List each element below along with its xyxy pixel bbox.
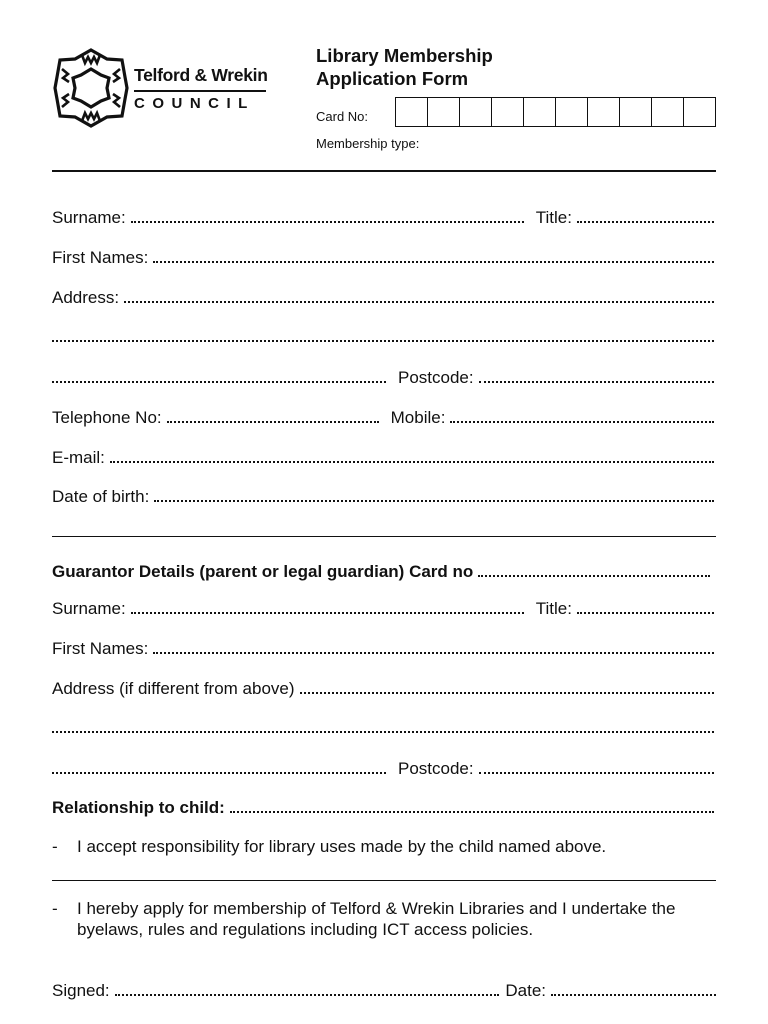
guarantor-title-field[interactable] — [577, 600, 714, 614]
guarantor-postcode-label: Postcode: — [398, 759, 474, 778]
guarantor-address-line2-row — [52, 719, 714, 741]
guarantor-heading-row — [52, 562, 710, 584]
card-no-boxes[interactable] — [395, 97, 716, 127]
applicant-title-field[interactable] — [577, 209, 714, 223]
applicant-first-names-row — [52, 248, 714, 270]
responsibility-statement — [52, 836, 716, 857]
card-no-digit-box[interactable] — [620, 98, 652, 126]
applicant-title-label: Title: — [535, 208, 572, 227]
guarantor-surname-label: Surname: — [52, 599, 126, 618]
applicant-postcode-field[interactable] — [479, 369, 714, 383]
logo-wordmark: Telford & Wrekin — [134, 65, 268, 85]
guarantor-address-line2-field[interactable] — [52, 719, 714, 733]
applicant-address-line2-field[interactable] — [52, 328, 714, 342]
date-field[interactable] — [551, 982, 716, 996]
applicant-mobile-label: Mobile: — [390, 408, 446, 427]
applicant-first-names-field[interactable] — [153, 249, 714, 263]
membership-type-label: Membership type: — [316, 136, 420, 151]
card-no-digit-box[interactable] — [428, 98, 460, 126]
guarantor-address-field[interactable] — [300, 680, 714, 694]
signature-field[interactable] — [115, 982, 500, 996]
card-no-digit-box[interactable] — [684, 98, 715, 126]
applicant-email-label: E-mail: — [52, 448, 105, 467]
applicant-postcode-row — [52, 368, 714, 390]
form-title-line2: Application Form — [316, 68, 469, 89]
relationship-row — [52, 798, 714, 820]
applicant-surname-row — [52, 208, 714, 230]
applicant-first-names-label: First Names: — [52, 248, 149, 267]
card-no-digit-box[interactable] — [652, 98, 684, 126]
form-title — [316, 44, 576, 90]
guarantor-title-label: Title: — [535, 599, 572, 618]
card-no-digit-box[interactable] — [396, 98, 428, 126]
bullet-dash: - — [52, 837, 58, 856]
logo-divider — [134, 90, 266, 92]
guarantor-address-line3-field[interactable] — [52, 760, 386, 774]
applicant-mobile-field[interactable] — [450, 409, 714, 423]
guarantor-card-no-field[interactable] — [478, 563, 710, 577]
applicant-address-line2-row — [52, 328, 714, 350]
applicant-dob-field[interactable] — [154, 488, 714, 502]
signature-row — [52, 981, 716, 1003]
applicant-email-row — [52, 448, 714, 470]
guarantor-postcode-field[interactable] — [479, 760, 714, 774]
guarantor-address-row — [52, 679, 714, 701]
applicant-postcode-label: Postcode: — [398, 368, 474, 387]
guarantor-postcode-row — [52, 759, 714, 781]
guarantor-address-label: Address (if different from above) — [52, 679, 295, 698]
card-no-digit-box[interactable] — [588, 98, 620, 126]
guarantor-surname-row — [52, 599, 714, 621]
logo-council-text: COUNCIL — [134, 95, 255, 112]
applicant-telephone-field[interactable] — [167, 409, 379, 423]
card-no-digit-box[interactable] — [492, 98, 524, 126]
guarantor-surname-field[interactable] — [131, 600, 524, 614]
applicant-address-label: Address: — [52, 288, 120, 307]
card-no-label: Card No: — [316, 109, 369, 124]
applicant-address-field[interactable] — [124, 289, 714, 303]
applicant-address-line3-field[interactable] — [52, 369, 386, 383]
relationship-field[interactable] — [230, 799, 714, 813]
guarantor-first-names-label: First Names: — [52, 639, 149, 658]
section-divider — [52, 536, 716, 537]
bullet-dash: - — [52, 899, 58, 918]
applicant-surname-label: Surname: — [52, 208, 126, 227]
card-no-digit-box[interactable] — [556, 98, 588, 126]
council-logo — [52, 47, 272, 129]
guarantor-first-names-field[interactable] — [153, 640, 714, 654]
signed-label: Signed: — [52, 981, 110, 1000]
date-label: Date: — [505, 981, 546, 1000]
applicant-email-field[interactable] — [110, 449, 714, 463]
card-no-digit-box[interactable] — [460, 98, 492, 126]
declaration-statement — [52, 898, 716, 940]
applicant-dob-row — [52, 487, 714, 509]
applicant-telephone-label: Telephone No: — [52, 408, 162, 427]
applicant-telephone-row — [52, 408, 714, 430]
applicant-address-row — [52, 288, 714, 310]
header-divider — [52, 170, 716, 172]
relationship-label: Relationship to child: — [52, 798, 225, 817]
guarantor-first-names-row — [52, 639, 714, 661]
declaration-divider — [52, 880, 716, 881]
applicant-surname-field[interactable] — [131, 209, 524, 223]
declaration-text: I hereby apply for membership of Telford & Wrekin Libraries and I undertake the byelaws, rules and regulations including ICT access policies. — [77, 899, 676, 939]
guarantor-heading: Guarantor Details (parent or legal guardian) Card no — [52, 562, 474, 581]
applicant-dob-label: Date of birth: — [52, 487, 150, 506]
card-no-digit-box[interactable] — [524, 98, 556, 126]
form-title-line1: Library Membership — [316, 45, 493, 66]
council-emblem-icon — [52, 47, 130, 129]
responsibility-text: I accept responsibility for library uses made by the child named above. — [77, 837, 607, 856]
